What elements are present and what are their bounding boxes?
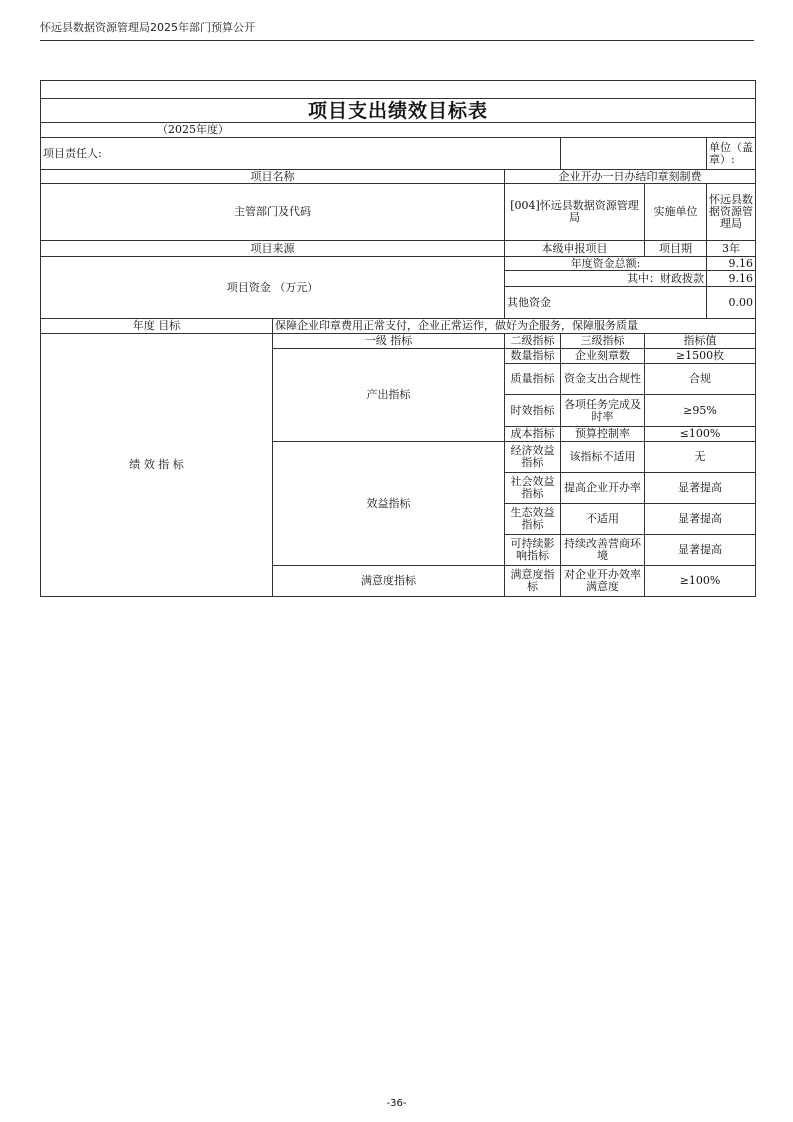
indicator-value-cell: 无 (645, 442, 756, 473)
year-note: （2025年度） (41, 123, 756, 138)
indicator-value-cell: ≤100% (645, 427, 756, 442)
project-source-label: 项目来源 (41, 241, 505, 257)
project-name-label: 项目名称 (41, 170, 505, 184)
indicator-value-cell: ≥100% (645, 566, 756, 597)
level3-cell: 该指标不适用 (561, 442, 645, 473)
level2-cell: 生态效益指标 (505, 504, 561, 535)
project-name-row (41, 170, 756, 184)
annual-goal-row (41, 319, 756, 334)
indicator-value-cell: 合规 (645, 364, 756, 395)
level3-cell: 持续改善营商环境 (561, 535, 645, 566)
level2-cell: 可持续影响指标 (505, 535, 561, 566)
implementing-unit-label: 实施单位 (645, 184, 707, 241)
indicator-value-cell: ≥95% (645, 395, 756, 427)
level3-cell: 各项任务完成及时率 (561, 395, 645, 427)
level3-cell: 资金支出合规性 (561, 364, 645, 395)
level3-cell: 预算控制率 (561, 427, 645, 442)
table-title-row (41, 99, 756, 123)
output-indicators-label: 产出指标 (273, 349, 505, 442)
department-value: [004]怀远县数据资源管理局 (505, 184, 645, 241)
project-name-value: 企业开办一日办结印章刻制费 (505, 170, 756, 184)
level2-cell: 数量指标 (505, 349, 561, 364)
blank-cell (41, 81, 756, 99)
indicator-value-cell: 显著提高 (645, 473, 756, 504)
fund-total-row (41, 257, 756, 271)
level2-cell: 质量指标 (505, 364, 561, 395)
responsible-label: 项目责任人: (41, 138, 561, 170)
project-source-value: 本级申报项目 (505, 241, 645, 257)
project-source-row (41, 241, 756, 257)
performance-target-table (40, 80, 756, 597)
level2-cell: 满意度指标 (505, 566, 561, 597)
page-number: -36- (386, 1098, 407, 1109)
level2-cell: 时效指标 (505, 395, 561, 427)
level2-cell: 经济效益指标 (505, 442, 561, 473)
unit-label: 单位（盖章）: (707, 138, 756, 170)
header-divider (40, 40, 754, 41)
table-top-blank-row (41, 81, 756, 99)
level3-header: 三级指标 (561, 334, 645, 349)
level3-cell: 不适用 (561, 504, 645, 535)
other-funds-value: 0.00 (707, 287, 756, 319)
indicator-value-cell: 显著提高 (645, 504, 756, 535)
performance-indicators-label: 绩 效 指 标 (41, 334, 273, 597)
project-fund-label: 项目资金 （万元） (41, 257, 505, 319)
responsible-row (41, 138, 756, 170)
annual-goal-value: 保障企业印章费用正常支付，企业正常运作，做好为企服务，保障服务质量 (273, 319, 756, 334)
table-title: 项目支出绩效目标表 (41, 99, 756, 123)
level2-cell: 成本指标 (505, 427, 561, 442)
indicator-value-cell: 显著提高 (645, 535, 756, 566)
annual-goal-label: 年度 目标 (41, 319, 273, 334)
level2-header: 二级指标 (505, 334, 561, 349)
indicator-value-cell: ≥1500枚 (645, 349, 756, 364)
level3-cell: 提高企业开办率 (561, 473, 645, 504)
department-row (41, 184, 756, 241)
level1-header: 一级 指标 (273, 334, 505, 349)
value-header: 指标值 (645, 334, 756, 349)
fiscal-allocation-value: 9.16 (707, 271, 756, 287)
department-label: 主管部门及代码 (41, 184, 505, 241)
level2-cell: 社会效益指标 (505, 473, 561, 504)
project-period-label: 项目期 (645, 241, 707, 257)
responsible-blank (561, 138, 707, 170)
benefit-indicators-label: 效益指标 (273, 442, 505, 566)
other-funds-label: 其他资金 (505, 287, 707, 319)
annual-total-label: 年度资金总额: (505, 257, 707, 271)
level3-cell: 对企业开办效率满意度 (561, 566, 645, 597)
fiscal-allocation-label: 其中：财政拨款 (505, 271, 707, 287)
document-header-title: 怀远县数据资源管理局2025年部门预算公开 (40, 21, 255, 34)
annual-total-value: 9.16 (707, 257, 756, 271)
satisfaction-indicators-label: 满意度指标 (273, 566, 505, 597)
indicator-header-row (41, 334, 756, 349)
implementing-unit-value: 怀远县数据资源管理局 (707, 184, 756, 241)
level3-cell: 企业刻章数 (561, 349, 645, 364)
project-period-value: 3年 (707, 241, 756, 257)
year-row (41, 123, 756, 138)
